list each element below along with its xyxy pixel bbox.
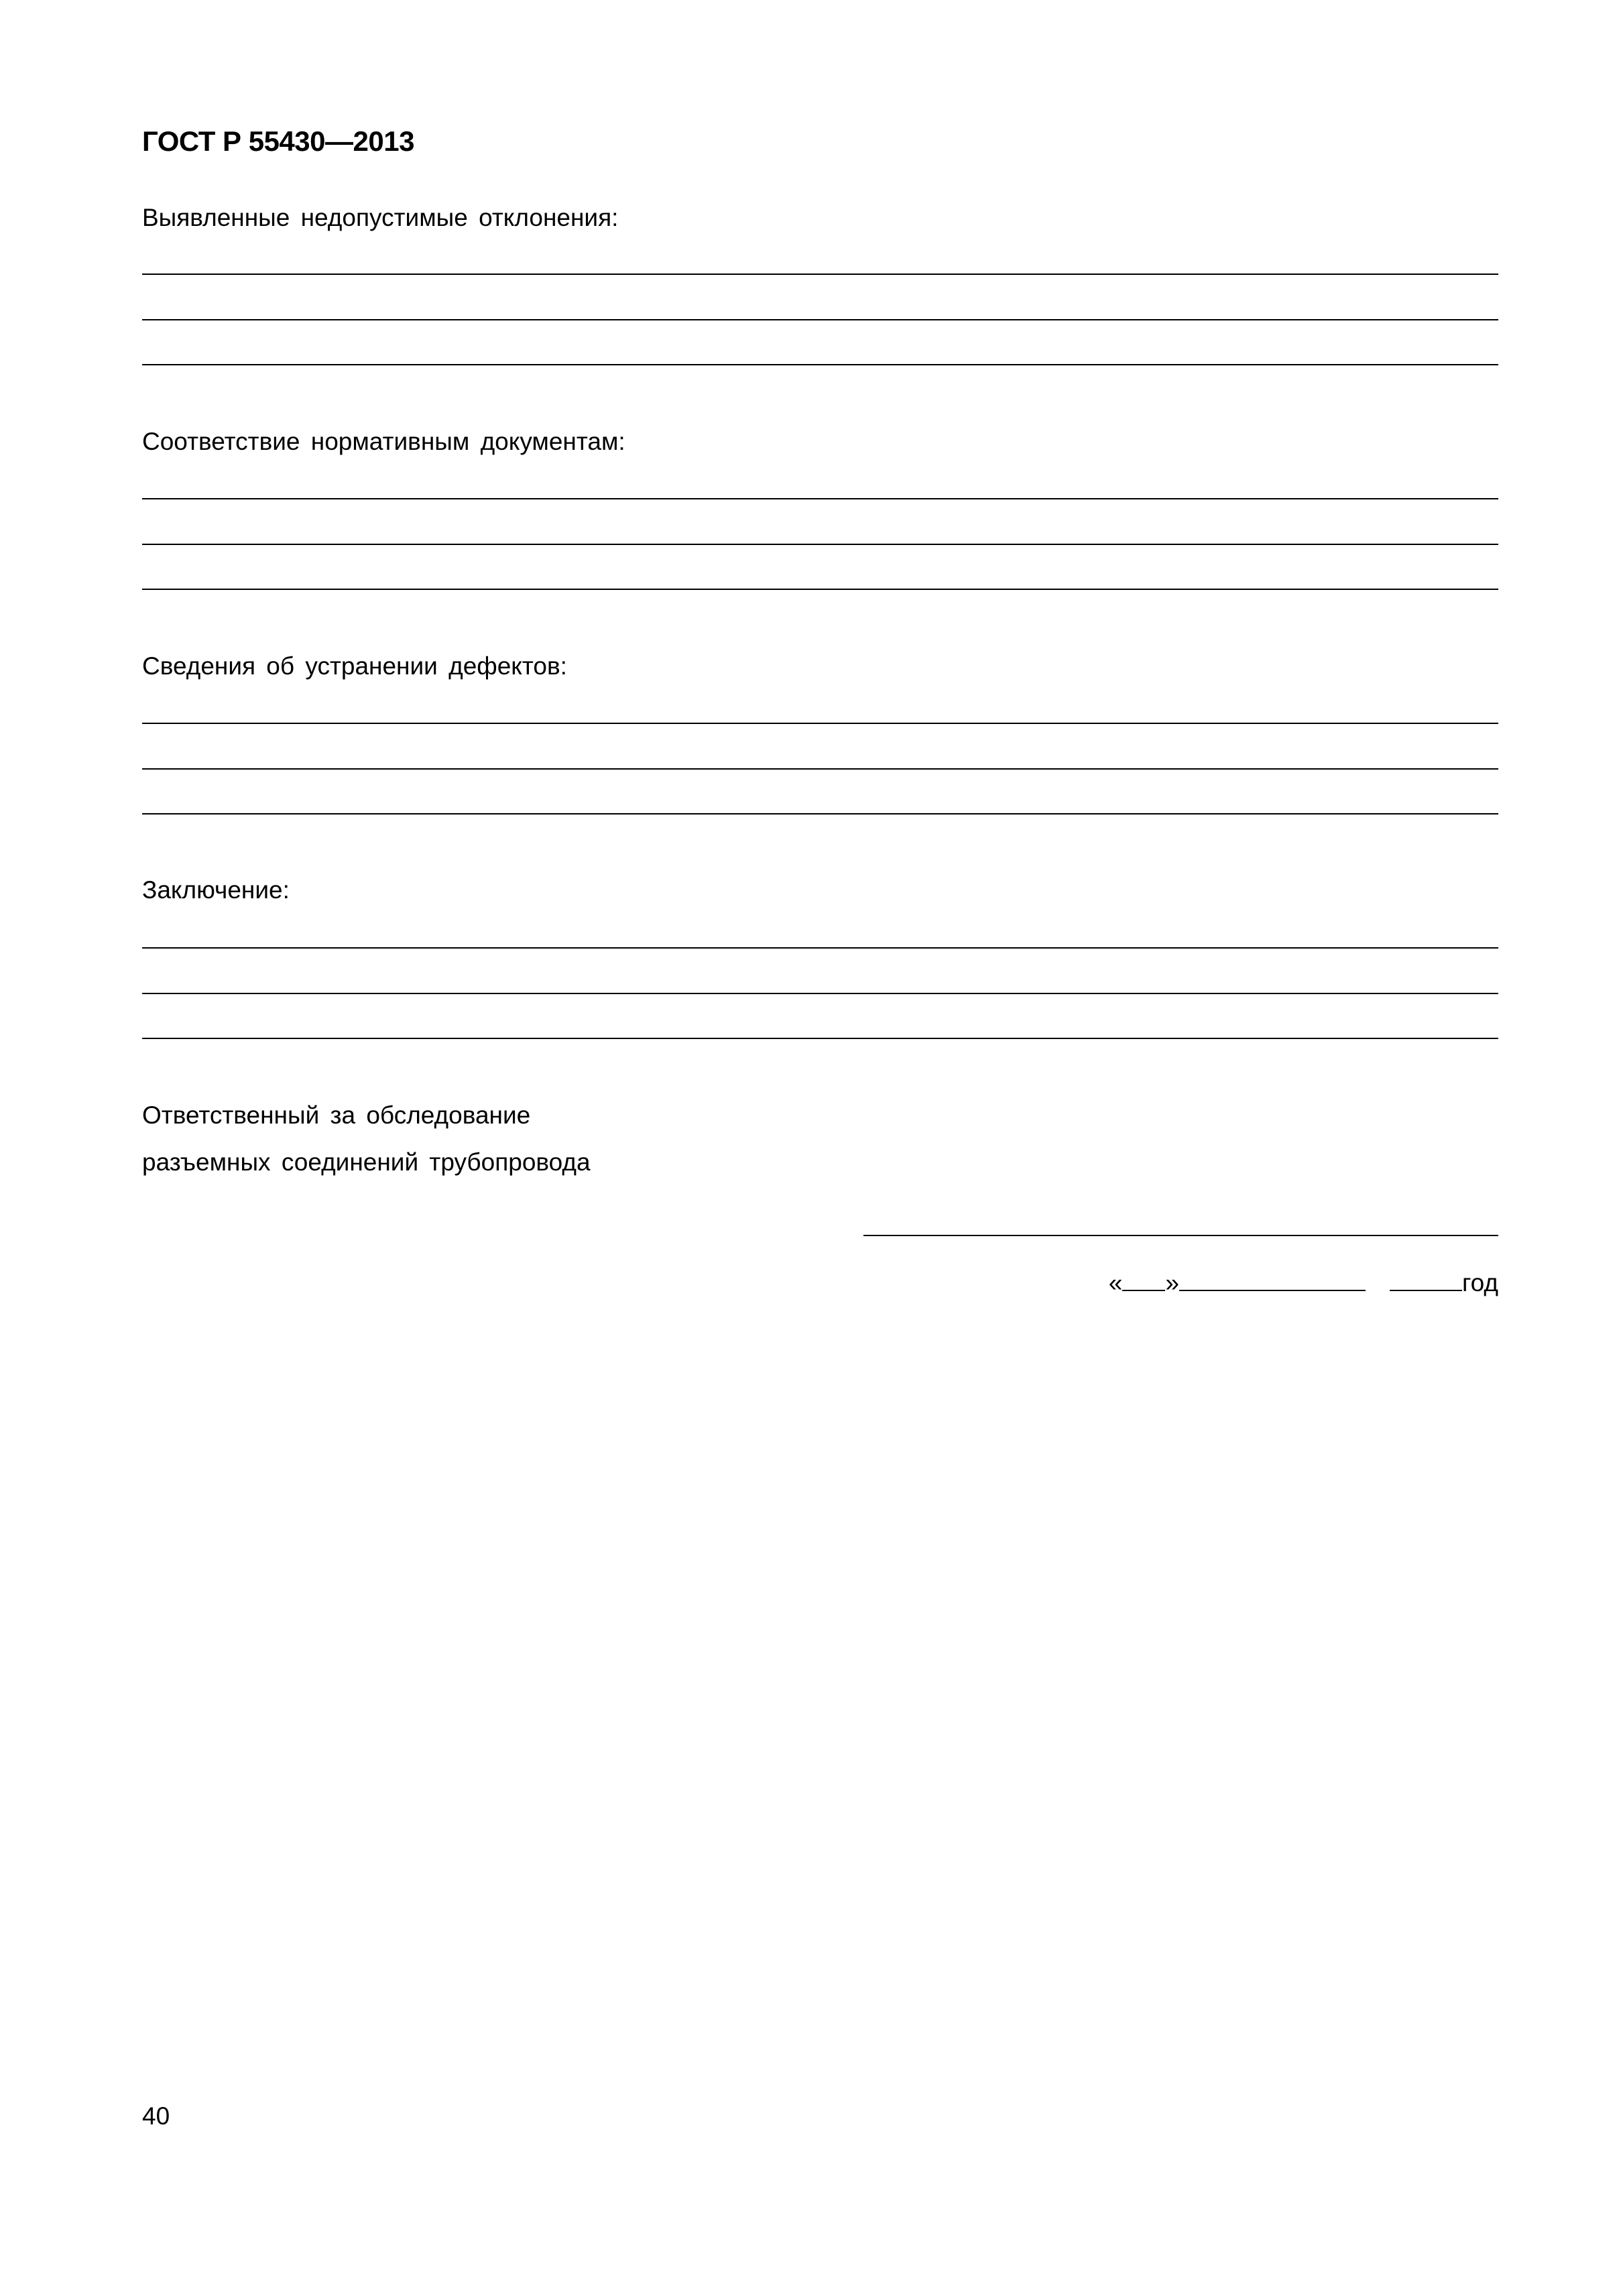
year-suffix: год <box>1461 1269 1498 1296</box>
fill-in-line <box>142 723 1498 724</box>
fill-in-line <box>142 1038 1498 1039</box>
day-blank <box>1122 1268 1165 1291</box>
fill-in-line <box>142 993 1498 994</box>
fill-in-line <box>142 364 1498 365</box>
signature-line <box>863 1235 1498 1236</box>
fill-in-line <box>142 947 1498 949</box>
fill-in-line <box>142 589 1498 590</box>
responsible-label-line2: разъемных соединений трубопровода <box>142 1148 591 1176</box>
month-blank <box>1179 1268 1366 1291</box>
year-blank <box>1390 1268 1462 1291</box>
date-open-quote: « <box>1108 1269 1123 1296</box>
section-label-conclusion: Заключение: <box>142 876 290 904</box>
date-line <box>1109 1266 1498 1300</box>
section-label-compliance: Соответствие нормативным документам: <box>142 428 625 455</box>
responsible-label-line1: Ответственный за обследование <box>142 1101 531 1129</box>
fill-in-line <box>142 768 1498 770</box>
fill-in-line <box>142 813 1498 814</box>
fill-in-line <box>142 498 1498 499</box>
section-label-deviations: Выявленные недопустимые отклонения: <box>142 204 619 231</box>
page-number: 40 <box>142 2102 170 2130</box>
date-close-quote: » <box>1165 1269 1179 1296</box>
standard-header: ГОСТ Р 55430—2013 <box>142 125 414 157</box>
section-label-defect-elimination: Сведения об устранении дефектов: <box>142 652 567 680</box>
fill-in-line <box>142 319 1498 320</box>
fill-in-line <box>142 544 1498 545</box>
fill-in-line <box>142 274 1498 275</box>
